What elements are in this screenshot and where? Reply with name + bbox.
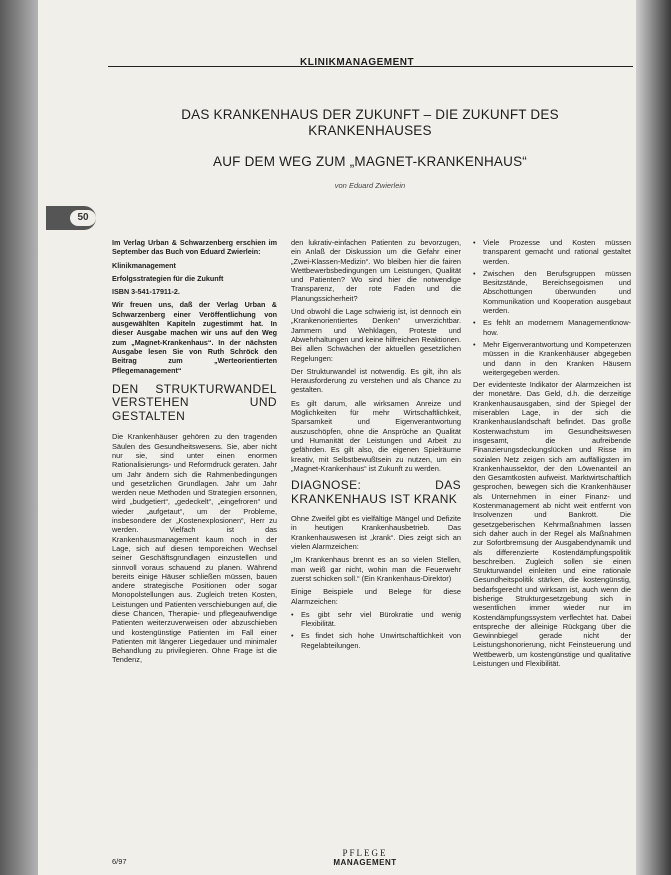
intro-text: Klinikmanagement (112, 260, 176, 270)
column-2 (291, 238, 461, 838)
list-item: • Viele Prozesse und Kosten müssen transparent gemacht und rational gestaltet werden. (473, 238, 631, 266)
list-item: • Es findet sich hohe Unwirtschaftlichkeit von Regelabteilungen. (291, 631, 461, 650)
bullet-list (291, 610, 461, 650)
article-title: DAS KRANKENHAUS DER ZUKUNFT – DIE ZUKUNFT DES KRANKENHAUSES (181, 107, 559, 138)
list-item: • Es gibt sehr viel Bürokratie und wenig Flexibilität. (291, 610, 461, 629)
section-heading: DIAGNOSE: DAS KRANKENHAUS IST KRANK (291, 478, 461, 506)
column-3 (473, 238, 631, 838)
intro-text: Im Verlag Urban & Schwarzenberg erschien im September das Buch von Eduard Zwierlein: (112, 238, 277, 257)
body-paragraph: Ohne Zweifel gibt es vielfältige Mängel und Defizite in heutigen Krankenhausbetrieb. Das Krankenhauswesen ist „krank“. Dies zeigt sich an vielen Alarmzeichen: (291, 514, 461, 552)
binding-shadow-left (0, 0, 40, 875)
list-item: • Mehr Eigenverantwortung und Kompetenzen müssen in die Krankenhäuser abgegeben und dann in den Kranken Häusern weitergegeben werden. (473, 340, 631, 377)
magazine-logo (310, 849, 420, 867)
page-tab-number: 50 (70, 210, 96, 226)
body-paragraph: den lukrativ-einfachen Patienten zu bevorzugen, ein Anlaß der Diskussion um die Gefahr einer „Zwei-Klassen-Medizin“. Wo bleiben hier die fairen Wettbewerbsbedingungen um Leistungen, Qualität und Patienten? Wo sind hier die notwendige Transparenz, der rote Faden und die Planungssicherheit? (291, 238, 461, 303)
body-paragraph: Und obwohl die Lage schwierig ist, ist dennoch ein „Krankenorientiertes Denken“ unverzichtbar. Jammern und Wehklagen, Proteste und Abwehrhaltungen und keine hilfreichen Reaktionen. Bei allen Schwächen der aktuellen gesetzlichen Regelungen: (291, 307, 461, 363)
intro-text: ISBN 3-541-17911-2. (112, 287, 180, 297)
article-subtitle: AUF DEM WEG ZUM „MAGNET-KRANKENHAUS“ (213, 154, 527, 169)
header-rule (108, 66, 633, 67)
bullet-list (473, 238, 631, 377)
column-1 (112, 238, 277, 838)
binding-shadow-right (636, 0, 671, 875)
body-paragraph: Es gilt darum, alle wirksamen Anreize und Möglichkeiten für mehr Wirtschaftlichkeit, Sparsamkeit und Eigenverantwortung auszuschöpfen, ohne die Ansprüche an Qualität und Humanität der Leistungen und Arbeit zu gefährden. Es gilt also, die eigenen Spielräume kreativ, mit Selbstbewußtsein zu nutzen, um ein „Magnet-Krankenhaus“ ist Zukunft zu werden. (291, 398, 461, 473)
byline: von Eduard Zwierlein (334, 181, 406, 190)
intro-text: Wir freuen uns, daß der Verlag Urban & Schwarzenberg einer Veröffentlichung von ausgewählten Kapiteln zugestimmt hat. In dieser Ausgabe machen wir uns auf den Weg zum „Magnet-Krankenhaus“. In der nächsten Ausgabe lesen Sie von Ruth Schröck den Beitrag zum „Werteorientierten Pflegemanagement“ (112, 300, 277, 375)
body-paragraph: Der Strukturwandel ist notwendig. Es gilt, ihn als Herausforderung zu verstehen und als Chance zu gestalten. (291, 366, 461, 395)
section-header: KLINIKMANAGEMENT (300, 57, 415, 68)
body-paragraph: Der evidenteste Indikator der Alarmzeichen ist der monetäre. Das Geld, d.h. die derzeitige Krankenhausausgaben, sind der Spiegel der miserablen Lage, in der sich die Krankenhauslandschaft befindet. Das große Kostenwachstum im Gesundheitswesen insgesamt, die aufreibende Finanzierungsdeckungslücken und Risse im sozialen Netz zeigen sich am auffälligsten im Krankenhaussektor, der den Löwenanteil an den Gesamtkosten aufweist. Marktwirtschaftlich gesprochen, bewegen sich die Krankenhäuser als Unternehmen in einer Finanz- und Kostenmanagement ab nicht weit entfernt von Insolvenzen und Bankrott. Die gesetzgeberischen Kehrmaßnahmen lassen sich daher auch in der Regel als Maßnahmen zur Sofortbremsung der Ausgabendynamik und als differenzierte Kostendämpfungspolitik beschreiben. Zugleich sollen sie einen Strukturwandel einleiten und eine rationale Gesundheitspolitik stärken, die kostengünstig, bedarfsgerecht und wirksam ist, auch wenn die bisherige Strukturgesetzgebung sich in wesentlichen immer wieder nur im Kostendämpfungssystem verflechtet hat. Dabei entspreche der alleinige Rückgang über die Gewinnbiegel gerade nicht der Leistungshonorierung, nicht Feinsteuerung und Wettbewerb, um kostengünstige und qualitative Leistungen und Flexibilität. (473, 380, 631, 669)
list-item: • Es fehlt an modernem Managementknow-how. (473, 318, 631, 337)
intro-text: Erfolgsstrategien für die Zukunft (112, 273, 224, 283)
quote-paragraph: „Im Krankenhaus brennt es an so vielen Stellen, man weiß gar nicht, wohin man die Feuerwehr zuerst schicken soll.“ (Ein Krankenhaus-Direktor) (291, 555, 461, 583)
body-paragraph: Einige Beispiele und Belege für diese Alarmzeichen: (291, 587, 461, 606)
body-paragraph: Die Krankenhäuser gehören zu den tragenden Säulen des Gesundheitswesens. Sie, aber nicht nur sie, sind unter einen enormen Rationalisierungs- und Reformdruck geraten. Jahr um Jahr ändern sich die Rahmenbedingungen und gesetzlichen Grundlagen. Jahr um Jahr werden neue Methoden und Strategien ersonnen, wird „budgetiert“, „gedeckelt“, „eingefroren“ und wieder „aufgetaut“, um der Probleme, insbesondere der „Kostenexplosionen“, Herr zu werden. Vielfach ist das Krankenhausmanagement kaum noch in der Lage, sich auf diesen temporeichen Wechsel seiner Geschäftsgrundlagen einzustellen und sinnvoll voraus schauend zu planen. Während bereits einige Häuser schließen müssen, bauen andere strategische Positionen oder sogar Monopolstellungen aus. Zugleich treten Kosten, Leistungen und Patienten verschiebungen auf, die diese Chancen, Therapie- und pflegeaufwendige Patienten weiterzuverweisen oder abzuschieben und kostengünstige Patienten im Fall einer Patienten mit längerer Liegedauer und minimaler Behandlung zu privilegieren. Ohne Frage ist die Tendenz, (112, 432, 277, 665)
page-number: 6/97 (112, 857, 127, 866)
list-item: • Zwischen den Berufsgruppen müssen Besitzstände, Bereichsegoismen und Abschottungen überwunden und Kommunikation und Kooperation ausgebaut werden. (473, 269, 631, 315)
logo-bottom-text: MANAGEMENT (333, 858, 397, 867)
section-heading: DEN STRUKTURWANDEL VERSTEHEN UND GESTALTEN (112, 381, 277, 423)
logo-top-text: PFLEGE (342, 848, 388, 858)
